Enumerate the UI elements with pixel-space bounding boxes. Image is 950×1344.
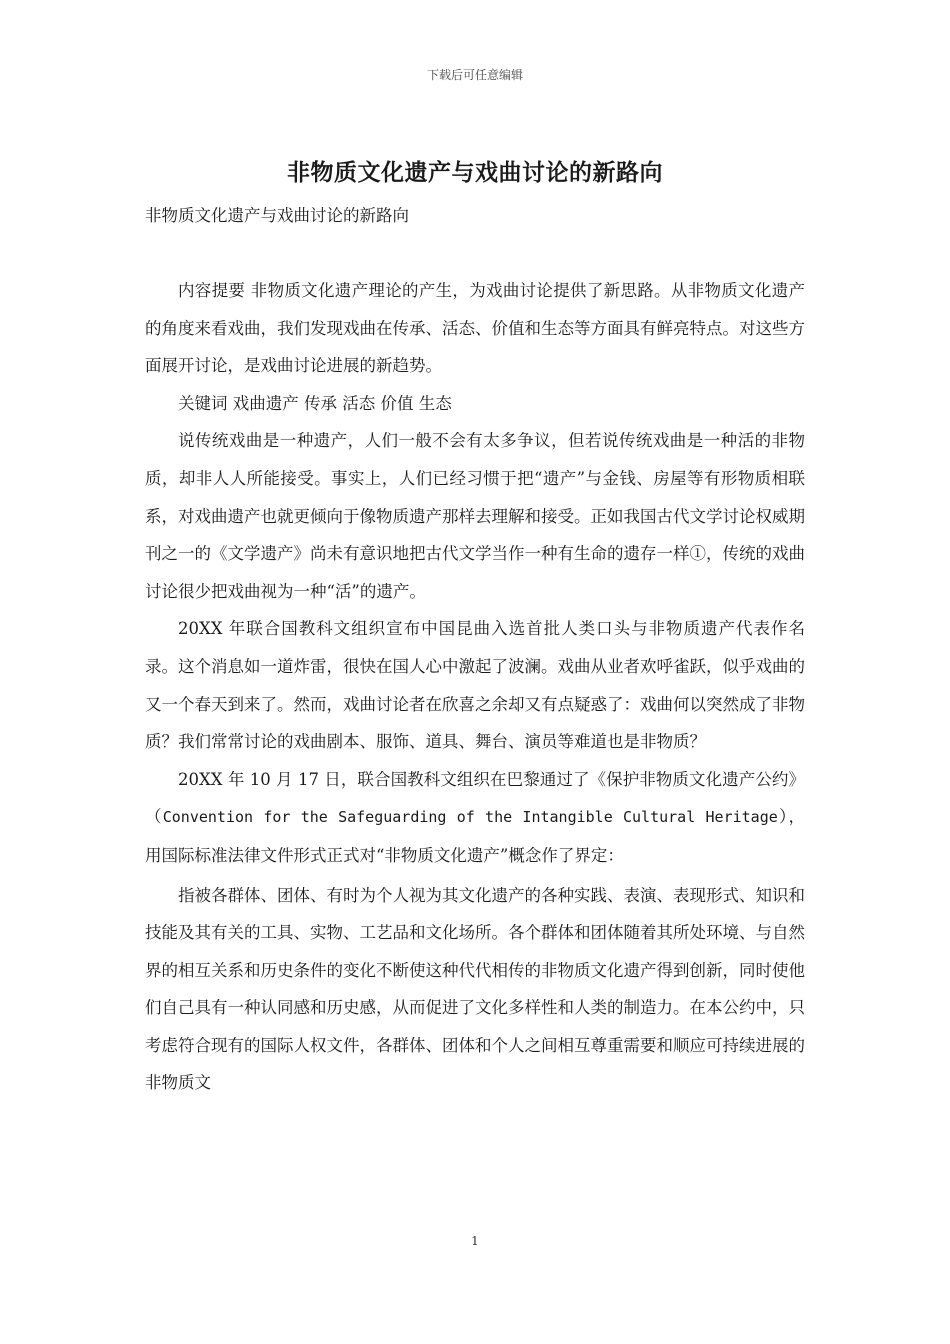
convention-text-before: 20XX 年 10 月 17 日，联合国教科文组织在巴黎通过了《保护非物质文化遗产公约》（ <box>145 769 805 827</box>
page-number: 1 <box>471 1234 479 1248</box>
page-header-note: 下载后可任意编辑 <box>426 68 523 82</box>
convention-english-name: Convention for the Safeguarding of the Intangible Cultural Heritage <box>162 808 778 827</box>
document-body <box>145 272 805 1102</box>
body-paragraph: 20XX 年联合国教科文组织宣布中国昆曲入选首批人类口头与非物质遗产代表作名录。这个消息如一道炸雷，很快在国人心中激起了波澜。戏曲从业者欢呼雀跃，似乎戏曲的又一个春天到来了。然而，戏曲讨论者在欣喜之余却又有点疑惑了：戏曲何以突然成了非物质？我们常常讨论的戏曲剧本、服饰、道具、舞台、演员等难道也是非物质？ <box>145 619 805 752</box>
abstract-paragraph: 内容提要 非物质文化遗产理论的产生，为戏曲讨论提供了新思路。从非物质文化遗产的角度来看戏曲，我们发现戏曲在传承、活态、价值和生态等方面具有鲜亮特点。对这些方面展开讨论，是戏曲讨论进展的新趋势。 <box>145 281 805 376</box>
definition-paragraph: 指被各群体、团体、有时为个人视为其文化遗产的各种实践、表演、表现形式、知识和技能及其有关的工具、实物、工艺品和文化场所。各个群体和团体随着其所处环境、与自然界的相互关系和历史条件的变化不断使这种代代相传的非物质文化遗产得到创新，同时使他们自己具有一种认同感和历史感，从而促进了文化多样性和人类的制造力。在本公约中，只考虑符合现有的国际人权文件，各群体、团体和个人之间相互尊重需要和顺应可持续进展的非物质文 <box>145 885 805 1093</box>
body-paragraph: 说传统戏曲是一种遗产，人们一般不会有太多争议，但若说传统戏曲是一种活的非物质，却非人人所能接受。事实上，人们已经习惯于把“遗产”与金钱、房屋等有形物质相联系，对戏曲遗产也就更倾向于像物质遗产那样去理解和接受。正如我国古代文学讨论权威期刊之一的《文学遗产》尚未有意识地把古代文学当作一种有生命的遗存一样①，传统的戏曲讨论很少把戏曲视为一种“活”的遗产。 <box>145 431 805 601</box>
document-subtitle: 非物质文化遗产与戏曲讨论的新路向 <box>145 206 409 225</box>
convention-paragraph <box>145 761 805 875</box>
convention-text-after: ）， 用国际标准法律文件形式正式对“非物质文化遗产”概念作了界定： <box>145 807 806 865</box>
document-title: 非物质文化遗产与戏曲讨论的新路向 <box>287 159 663 186</box>
keywords-paragraph: 关键词 戏曲遗产 传承 活态 价值 生态 <box>178 393 452 413</box>
